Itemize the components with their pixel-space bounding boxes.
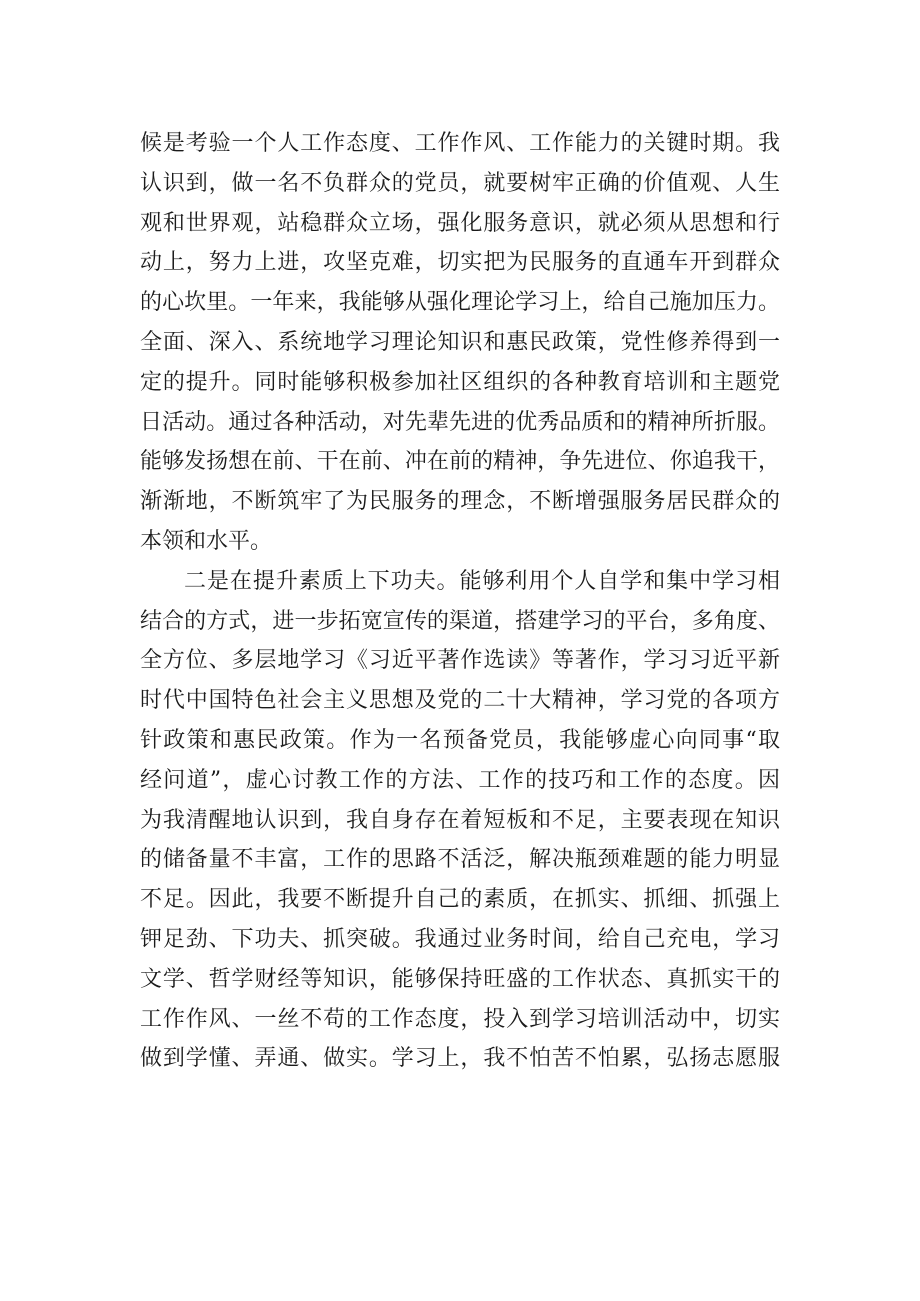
text-line: 二是在提升素质上下功夫。能够利用个人自学和集中学习相 xyxy=(184,568,780,594)
text-line: 动上，努力上进，攻坚克难，切实把为民服务的直通车开到群众 xyxy=(140,250,780,276)
text-line: 的储备量不丰富，工作的思路不活泛，解决瓶颈难题的能力明显 xyxy=(140,847,780,873)
text-line: 定的提升。同时能够积极参加社区组织的各种教育培训和主题党 xyxy=(140,369,780,395)
text-line: 针政策和惠民政策。作为一名预备党员，我能够虚心向同事“取 xyxy=(140,728,780,753)
text-line: 经问道”，虚心讨教工作的方法、工作的技巧和工作的态度。因 xyxy=(140,767,780,793)
text-line: 不足。因此，我要不断提升自己的素质，在抓实、抓细、抓强上 xyxy=(140,887,780,913)
text-line: 认识到，做一名不负群众的党员，就要树牢正确的价值观、人生 xyxy=(140,170,780,196)
text-line: 文学、哲学财经等知识，能够保持旺盛的工作状态、真抓实干的 xyxy=(140,966,780,992)
text-line: 全方位、多层地学习《习近平著作选读》等著作，学习习近平新 xyxy=(140,648,780,674)
text-line: 时代中国特色社会主义思想及党的二十大精神，学习党的各项方 xyxy=(140,688,780,714)
text-line: 钾足劲、下功夫、抓突破。我通过业务时间，给自己充电，学习 xyxy=(140,927,780,952)
text-line: 渐渐地，不断筑牢了为民服务的理念，不断增强服务居民群众的 xyxy=(140,489,780,515)
text-line: 日活动。通过各种活动，对先辈先进的优秀品质和的精神所折服。 xyxy=(140,409,780,435)
text-line: 本领和水平。 xyxy=(140,529,273,554)
text-line: 全面、深入、系统地学习理论知识和惠民政策，党性修养得到一 xyxy=(140,330,780,355)
text-line: 结合的方式，进一步拓宽宣传的渠道，搭建学习的平台，多角度、 xyxy=(140,608,780,634)
text-line: 能够发扬想在前、干在前、冲在前的精神，争先进位、你追我干， xyxy=(140,449,780,475)
text-line: 工作作风、一丝不苟的工作态度，投入到学习培训活动中，切实 xyxy=(140,1006,780,1032)
text-line: 的心坎里。一年来，我能够从强化理论学习上，给自己施加压力。 xyxy=(140,290,780,316)
text-line: 观和世界观，站稳群众立场，强化服务意识，就必须从思想和行 xyxy=(140,210,780,236)
text-line: 做到学懂、弄通、做实。学习上，我不怕苦不怕累，弘扬志愿服 xyxy=(140,1046,780,1072)
text-line: 为我清醒地认识到，我自身存在着短板和不足，主要表现在知识 xyxy=(140,807,780,833)
text-line: 候是考验一个人工作态度、工作作风、工作能力的关键时期。我 xyxy=(140,131,780,156)
